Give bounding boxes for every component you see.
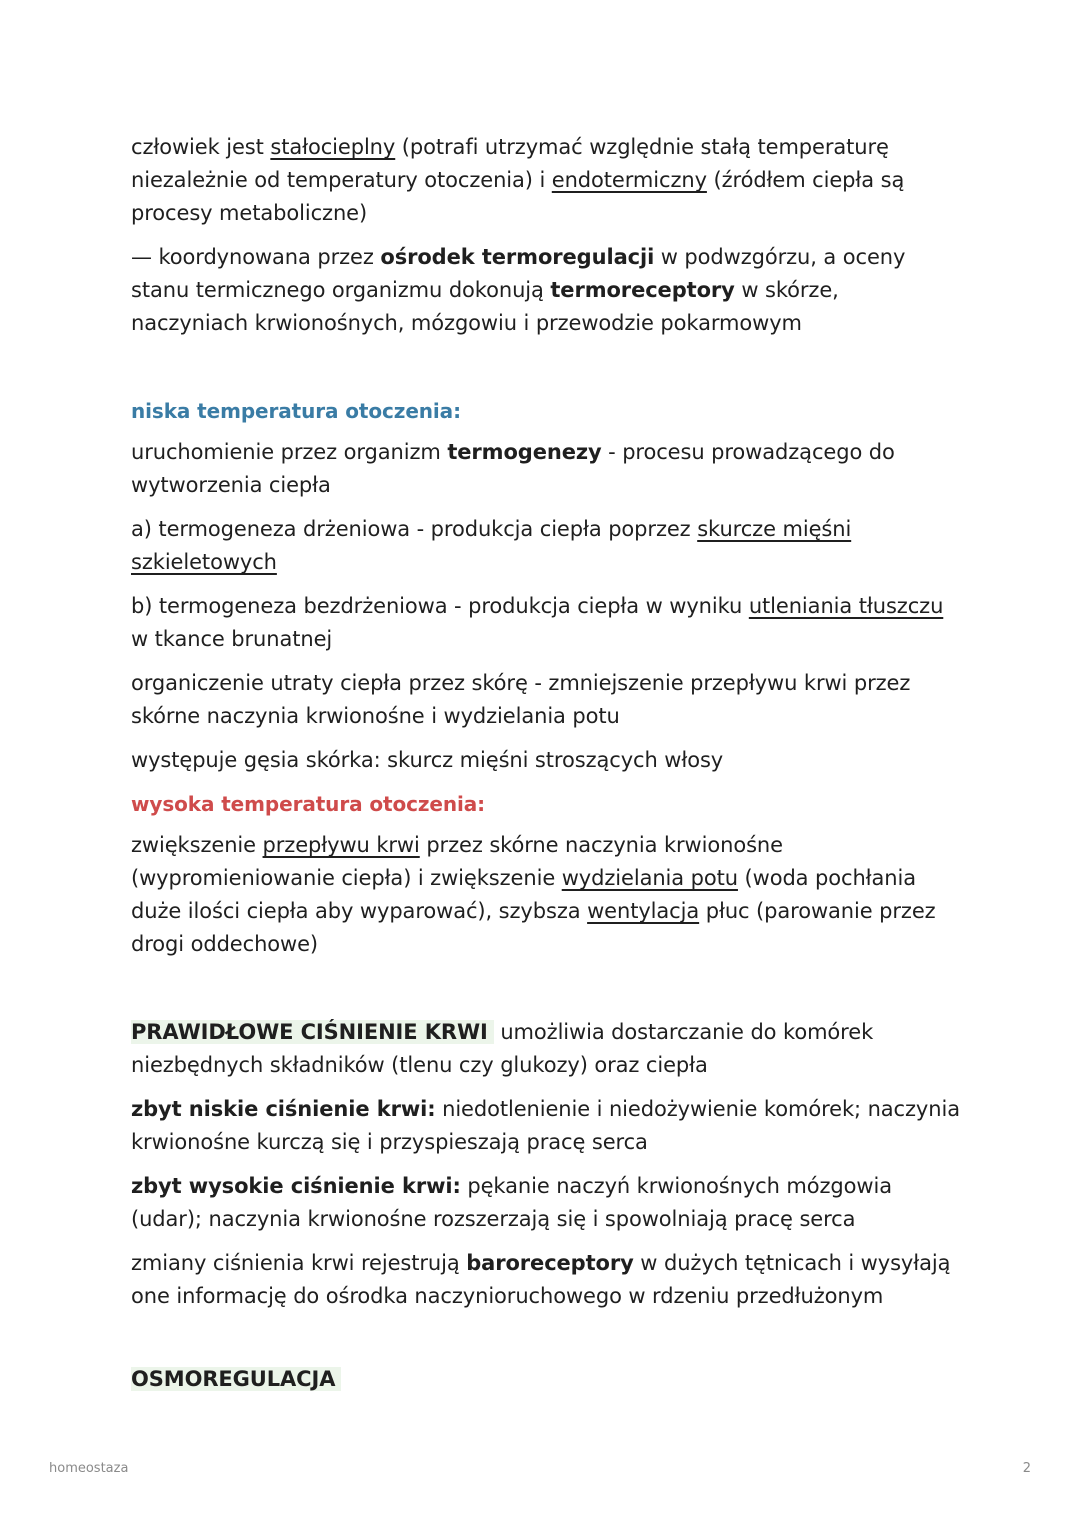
bold-term: ośrodek termoregulacji — [380, 245, 655, 269]
footer-document-title: homeostaza — [49, 1461, 129, 1476]
underlined-term: wentylacja — [587, 899, 700, 923]
paragraph-blood-pressure: PRAWIDŁOWE CIŚNIENIE KRWI umożliwia dostarczanie do komórek niezbędnych składników (tlenu czy glukozy) oraz ciepła — [131, 1020, 874, 1077]
paragraph-osmoregulation — [131, 1363, 961, 1396]
underlined-term: wydzielania potu — [561, 866, 738, 890]
paragraph-goosebumps: występuje gęsia skórka: skurcz mięśni stroszących włosy — [131, 748, 724, 772]
bold-label: zbyt niskie ciśnienie krwi: — [131, 1097, 436, 1121]
paragraph-thermo-center: — koordynowana przez ośrodek termoregulacji w podwzgórzu, a oceny stanu termicznego organizmu dokonują termoreceptory w skórze, naczyniach krwionośnych, mózgowiu i przewodzie pokarmowym — [131, 245, 906, 335]
underlined-term: endotermiczny — [551, 168, 707, 192]
underlined-term: stałocieplny — [270, 135, 396, 159]
paragraph-shivering-thermogenesis: a) termogeneza drżeniowa - produkcja ciepła poprzez skurcze mięśni szkieletowych — [131, 517, 852, 574]
bold-term: termogenezy — [447, 440, 602, 464]
heading-high-temperature: wysoka temperatura otoczenia: — [131, 792, 486, 816]
footer-page-number: 2 — [1022, 1461, 1031, 1476]
paragraph-high-pressure: zbyt wysokie ciśnienie krwi: pękanie naczyń krwionośnych mózgowia (udar); naczynia krwionośne rozszerzają się i spowolniają pracę serca — [131, 1174, 892, 1231]
paragraph-heat-loss-limit: organiczenie utraty ciepła przez skórę - zmniejszenie przepływu krwi przez skórne naczynia krwionośne i wydzielania potu — [131, 671, 911, 728]
paragraph-low-pressure: zbyt niskie ciśnienie krwi: niedotlenienie i niedożywienie komórek; naczynia krwionośne kurczą się i przyspieszają pracę serca — [131, 1097, 960, 1154]
paragraph-baroreceptors: zmiany ciśnienia krwi rejestrują baroreceptory w dużych tętnicach i wysyłają one informację do ośrodka naczynioruchowego w rdzeniu przedłużonym — [131, 1251, 951, 1308]
paragraph-thermogenesis: uruchomienie przez organizm termogenezy - procesu prowadzącego do wytworzenia ciepła — [131, 440, 895, 497]
heading-low-temperature: niska temperatura otoczenia: — [131, 399, 461, 423]
section-heading-blood-pressure: PRAWIDŁOWE CIŚNIENIE KRWI — [131, 1020, 494, 1044]
underlined-term: skurcze mięśni szkieletowych — [131, 517, 852, 574]
bold-label: zbyt wysokie ciśnienie krwi: — [131, 1174, 461, 1198]
paragraph-nonshivering-thermogenesis: b) termogeneza bezdrżeniowa - produkcja ciepła w wyniku utleniania tłuszczu w tkance brunatnej — [131, 594, 944, 651]
paragraph-thermo-intro: człowiek jest stałocieplny (potrafi utrzymać względnie stałą temperaturę niezależnie od temperatury otoczenia) i endotermiczny (źródłem ciepła są procesy metaboliczne) — [131, 135, 905, 225]
bold-term: baroreceptory — [466, 1251, 634, 1275]
section-heading-osmoregulation: OSMOREGULACJA — [131, 1367, 341, 1391]
underlined-term: utleniania tłuszczu — [748, 594, 944, 618]
bold-term: termoreceptory — [550, 278, 735, 302]
underlined-term: przepływu krwi — [262, 833, 420, 857]
document-body — [131, 131, 961, 1407]
paragraph-heat-dissipation: zwiększenie przepływu krwi przez skórne naczynia krwionośne (wypromieniowanie ciepła) i zwiększenie wydzielania potu (woda pochłania duże ilości ciepła aby wyparować), szybsza wentylacja płuc (parowanie przez drogi oddechowe) — [131, 833, 936, 956]
